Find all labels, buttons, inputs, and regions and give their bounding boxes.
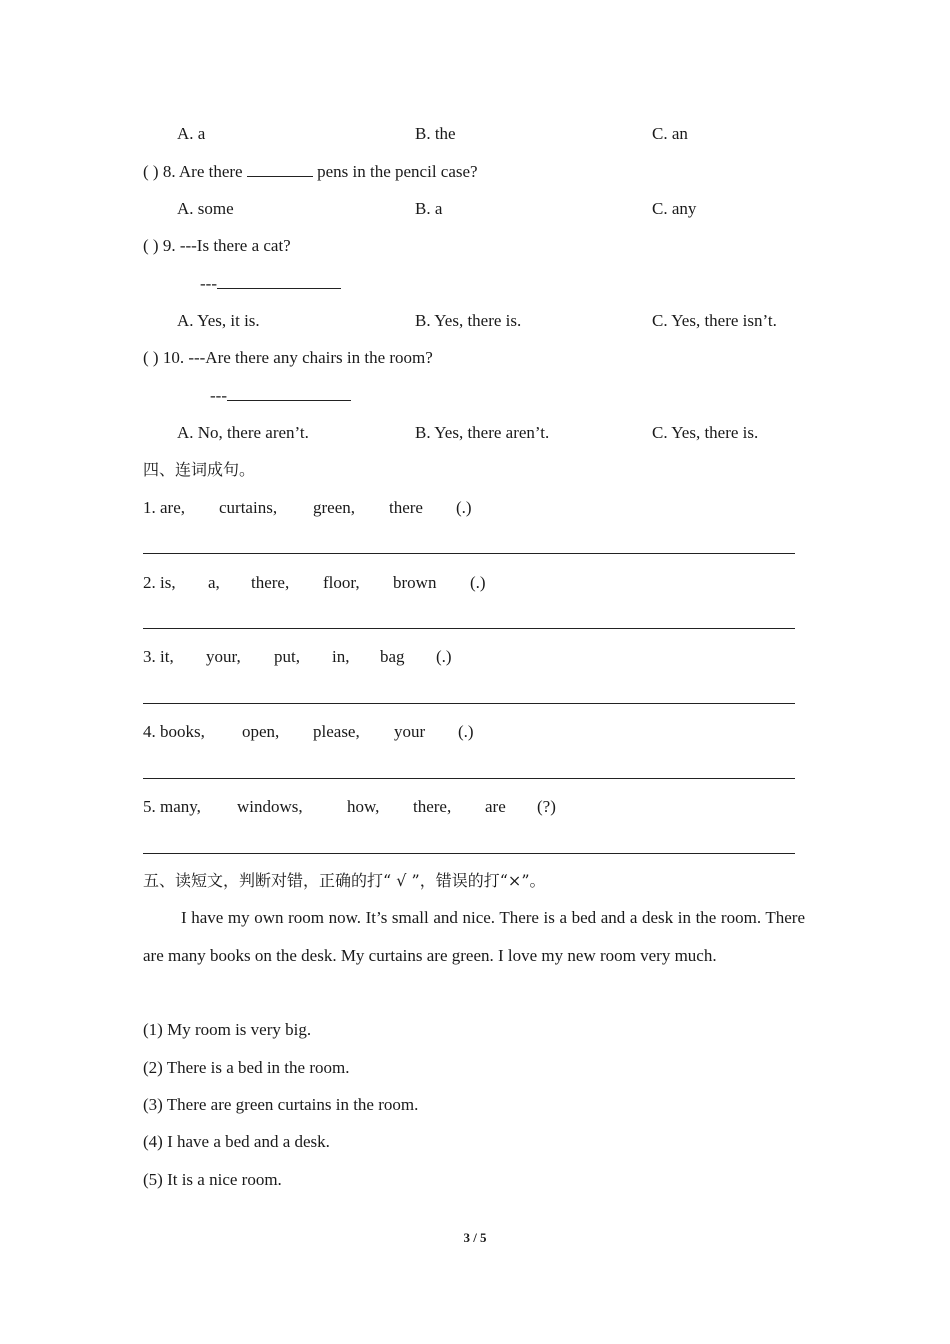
question-10-text: 10. ---Are there any chairs in the room? bbox=[162, 348, 433, 367]
q10-option-c: C. Yes, there is. bbox=[652, 423, 759, 442]
sentence-item-5 bbox=[143, 796, 556, 818]
sentence-item-4 bbox=[143, 721, 474, 743]
statement-4: (4) I have a bed and a desk. bbox=[143, 1132, 330, 1151]
fill-blank bbox=[227, 386, 351, 401]
word: brown bbox=[393, 573, 437, 592]
question-10-reply bbox=[210, 385, 351, 407]
page-number: 3 / 5 bbox=[463, 1230, 487, 1245]
statement-5: (5) It is a nice room. bbox=[143, 1170, 282, 1189]
word: windows, bbox=[237, 797, 303, 816]
word: curtains, bbox=[219, 498, 278, 517]
section-5-heading: 五、读短文，判断对错，正确的打“ √ ”，错误的打“×”。 bbox=[143, 871, 546, 890]
sentence-item-2 bbox=[143, 572, 486, 594]
word: 5. many, bbox=[143, 797, 201, 816]
sentence-item-1 bbox=[143, 497, 472, 519]
section-4-heading: 四、连词成句。 bbox=[143, 460, 256, 479]
question-9 bbox=[143, 235, 291, 257]
answer-line bbox=[143, 853, 795, 854]
word: green, bbox=[313, 498, 356, 517]
word: (.) bbox=[470, 573, 486, 592]
answer-paren: ( ) bbox=[143, 236, 159, 255]
word: put, bbox=[274, 647, 300, 666]
word: (.) bbox=[458, 722, 474, 741]
q8-option-b: B. a bbox=[415, 199, 443, 218]
answer-paren: ( ) bbox=[143, 162, 159, 181]
q7-option-b: B. the bbox=[415, 124, 456, 143]
answer-line bbox=[143, 553, 795, 554]
answer-line bbox=[143, 628, 795, 629]
q8-option-a: A. some bbox=[177, 199, 234, 218]
word: (.) bbox=[436, 647, 452, 666]
word: a, bbox=[208, 573, 220, 592]
word: 1. are, bbox=[143, 498, 186, 517]
word: open, bbox=[242, 722, 280, 741]
word: please, bbox=[313, 722, 360, 741]
answer-paren: ( ) bbox=[143, 348, 159, 367]
word: 2. is, bbox=[143, 573, 176, 592]
word: there, bbox=[251, 573, 290, 592]
question-8-text-before: 8. Are there bbox=[162, 162, 243, 181]
word: how, bbox=[347, 797, 380, 816]
q8-option-c: C. any bbox=[652, 199, 697, 218]
question-8 bbox=[143, 161, 478, 183]
reply-prefix: --- bbox=[210, 386, 227, 405]
answer-line bbox=[143, 703, 795, 704]
question-8-text-after: pens in the pencil case? bbox=[317, 162, 478, 181]
q7-option-a: A. a bbox=[177, 124, 206, 143]
word: (.) bbox=[456, 498, 472, 517]
word: there bbox=[389, 498, 423, 517]
q10-option-a: A. No, there aren’t. bbox=[177, 423, 309, 442]
word: (?) bbox=[537, 797, 556, 816]
sentence-item-3 bbox=[143, 646, 452, 668]
word: in, bbox=[332, 647, 350, 666]
q9-option-a: A. Yes, it is. bbox=[177, 311, 260, 330]
word: are bbox=[485, 797, 506, 816]
answer-line bbox=[143, 778, 795, 779]
q10-option-b: B. Yes, there aren’t. bbox=[415, 423, 550, 442]
question-9-text: 9. ---Is there a cat? bbox=[162, 236, 291, 255]
word: your, bbox=[206, 647, 241, 666]
word: bag bbox=[380, 647, 405, 666]
q7-option-c: C. an bbox=[652, 124, 688, 143]
reply-prefix: --- bbox=[200, 274, 217, 293]
fill-blank bbox=[217, 274, 341, 289]
word: floor, bbox=[323, 573, 360, 592]
question-9-reply bbox=[200, 273, 341, 295]
word: your bbox=[394, 722, 426, 741]
statement-1: (1) My room is very big. bbox=[143, 1020, 312, 1039]
word: 4. books, bbox=[143, 722, 205, 741]
fill-blank bbox=[247, 162, 313, 177]
statement-3: (3) There are green curtains in the room. bbox=[143, 1095, 419, 1114]
word: there, bbox=[413, 797, 452, 816]
q9-option-c: C. Yes, there isn’t. bbox=[652, 311, 777, 330]
statement-2: (2) There is a bed in the room. bbox=[143, 1058, 350, 1077]
word: 3. it, bbox=[143, 647, 174, 666]
reading-passage: I have my own room now. It’s small and nice. There is a bed and a desk in the room. There are many books on the desk. My curtains are green. I love my new room very much. bbox=[143, 908, 805, 965]
q9-option-b: B. Yes, there is. bbox=[415, 311, 522, 330]
question-10 bbox=[143, 347, 433, 369]
